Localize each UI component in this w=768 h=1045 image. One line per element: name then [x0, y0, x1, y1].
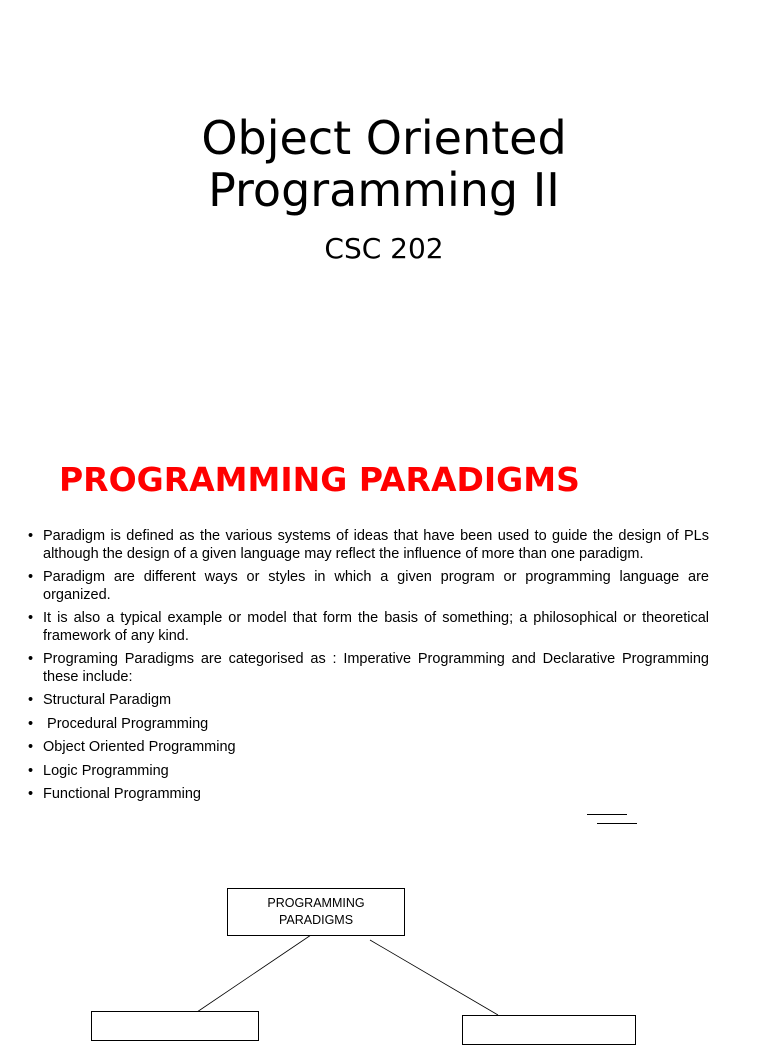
root-node-line-2: PARADIGMS	[278, 913, 354, 927]
bullet-icon: •	[28, 528, 34, 544]
bullet-text: Logic Programming	[43, 762, 169, 779]
connector-line-left	[197, 935, 311, 1012]
bullet-icon: •	[28, 786, 34, 802]
bullet-icon: •	[28, 651, 34, 667]
bullet-icon: •	[28, 762, 34, 779]
diagram-root-node	[227, 888, 405, 936]
title-line-2: Programming II	[208, 163, 560, 217]
connector-line-right	[370, 940, 498, 1015]
bullet-icon: •	[28, 692, 34, 708]
root-node-line-1: PROGRAMMING	[267, 896, 365, 910]
slide-title	[0, 112, 768, 216]
bullet-text: Paradigm is defined as the various systems of ideas that have been used to guide the design of PLs although the design of a given language may reflect the influence of more than one paradigm.	[43, 528, 709, 562]
bullet-text: Paradigm are different ways or styles in which a given program or programming language are organized.	[43, 569, 709, 603]
bullet-text: Structural Paradigm	[43, 692, 172, 708]
bullet-icon: •	[28, 715, 34, 732]
bullet-icon: •	[28, 569, 34, 585]
bullet-text: Programing Paradigms are categorised as : Imperative Programming and Declarative Programming these include:	[43, 651, 709, 685]
diagram-child-node-right	[462, 1015, 636, 1045]
bullet-text: It is also a typical example or model that form the basis of something; a philosophical or theoretical framework of any kind.	[43, 610, 709, 644]
bullet-icon: •	[28, 610, 34, 626]
bullet-text: Functional Programming	[43, 786, 201, 802]
slide-heading: PROGRAMMING PARADIGMS	[59, 460, 580, 499]
bullet-text: Procedural Programming	[43, 715, 209, 732]
paradigms-slide	[0, 420, 768, 1024]
bullet-text: Object Oriented Programming	[43, 739, 236, 755]
diagram-child-node-left	[91, 1011, 259, 1041]
title-line-1: Object Oriented	[201, 111, 567, 165]
course-code: CSC 202	[324, 232, 444, 265]
bullet-icon: •	[28, 739, 34, 755]
title-slide	[0, 0, 768, 420]
